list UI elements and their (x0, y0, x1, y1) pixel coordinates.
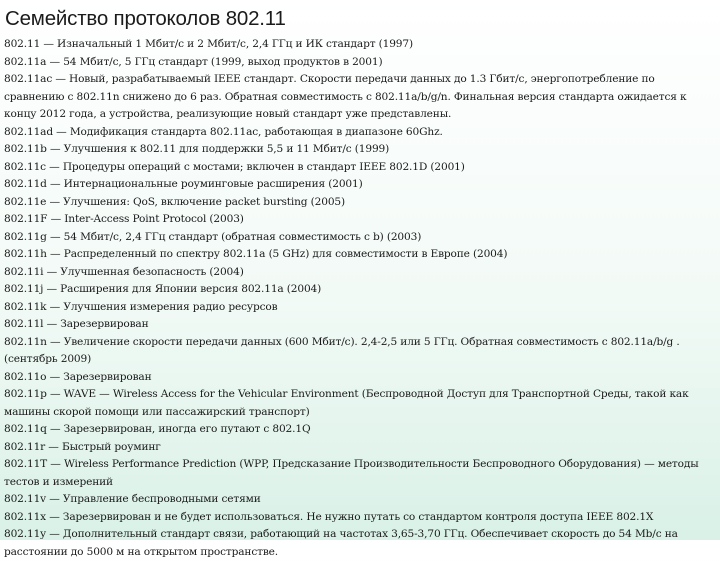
slide (4, 6, 716, 561)
list-item: 802.11p — WAVE — Wireless Access for the Vehicular Environment (Беспроводной Доступ для Транспортной Среды, такой как машины скорой помощи или пассажирский транспорт) (4, 388, 689, 418)
list-item: 802.11ad — Модификация стандарта 802.11ac, работающая в диапазоне 60Ghz. (4, 125, 443, 138)
list-item: 802.11n — Увеличение скорости передачи данных (600 Мбит/c). 2,4-2,5 или 5 ГГц. Обратная совместимость с 802.11a/b/g . (сентябрь 2009) (4, 335, 680, 365)
list-item: 802.11o — Зарезервирован (4, 370, 152, 383)
list-item: 802.11k — Улучшения измерения радио ресурсов (4, 300, 278, 313)
list-item: 802.11g — 54 Мбит/c, 2,4 ГГц стандарт (обратная совместимость с b) (2003) (4, 230, 422, 243)
list-item: 802.11h — Распределенный по спектру 802.11a (5 GHz) для совместимости в Европе (2004) (4, 248, 508, 260)
list-item: 802.11v — Управление беспроводными сетями (4, 493, 261, 505)
list-item: 802.11j — Расширения для Японии версия 802.11a (2004) (4, 283, 322, 295)
list-item: 802.11l — Зарезервирован (4, 318, 149, 330)
list-item: 802.11r — Быстрый роуминг (4, 440, 161, 453)
list-item: 802.11e — Улучшения: QoS, включение packet bursting (2005) (4, 195, 345, 208)
list-item: 802.11q — Зарезервирован, иногда его путают с 802.1Q (4, 423, 311, 435)
list-item: 802.11i — Улучшенная безопасность (2004) (4, 265, 244, 278)
list-item: 802.11y — Дополнительный стандарт связи, работающий на частотах 3,65-3,70 ГГц. Обеспечивает скорость до 54 Mb/с на расстоянии до 5000 м на открытом пространстве. (4, 528, 678, 558)
list-item: 802.11F — Inter-Access Point Protocol (2003) (4, 213, 244, 225)
standards-list (4, 36, 716, 561)
list-item: 802.11a — 54 Мбит/c, 5 ГГц стандарт (1999, выход продуктов в 2001) (4, 55, 383, 68)
list-item: 802.11d — Интернациональные роуминговые расширения (2001) (4, 178, 363, 190)
list-item: 802.11c — Процедуры операций с мостами; включен в стандарт IEEE 802.1D (2001) (4, 160, 465, 173)
list-item: 802.11ac — Новый, разрабатываемый IEEE стандарт. Скорости передачи данных до 1.3 Гбит/с, энергопотребление по сравнению с 802.11n снижено до 6 раз. Обратная совместимость с 802.11a/b/g/n. Финальная версия стандарта ожидается к концу 2012 года, а устройства, реализующие новый стандарт уже представлены. (4, 73, 687, 120)
list-item: 802.11T — Wireless Performance Prediction (WPP, Предсказание Производительности Беспроводного Оборудования) — методы тестов и измерений (4, 458, 699, 488)
list-item: 802.11x — Зарезервирован и не будет использоваться. Не нужно путать со стандартом контроля доступа IEEE 802.1X (4, 510, 654, 523)
list-item: 802.11b — Улучшения к 802.11 для поддержки 5,5 и 11 Мбит/с (1999) (4, 143, 390, 155)
slide-title: Семейство протоколов 802.11 (5, 7, 286, 30)
list-item: 802.11 — Изначальный 1 Мбит/c и 2 Мбит/c, 2,4 ГГц и ИК стандарт (1997) (4, 38, 413, 50)
